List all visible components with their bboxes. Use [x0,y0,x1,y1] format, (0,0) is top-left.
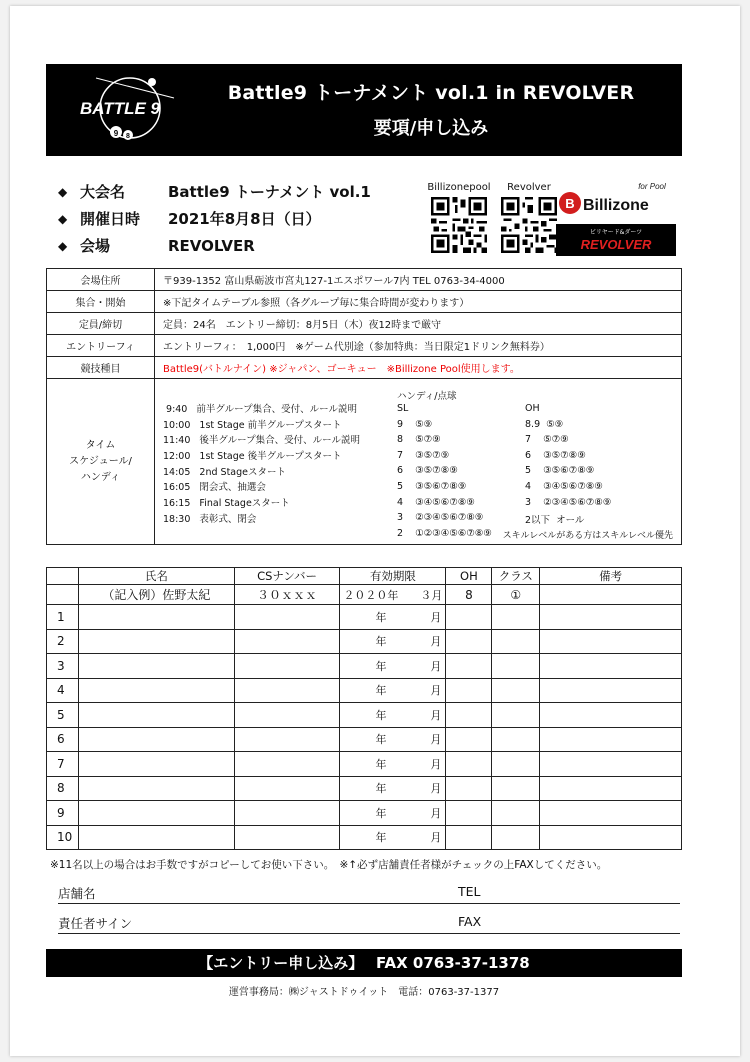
oh-row: 8.9 ⑤⑨ [525,418,564,430]
oh-cell[interactable] [446,752,492,777]
sl-row: 3 ②③④⑤⑥⑦⑧⑨ [397,512,484,524]
header-title: Battle9 トーナメント vol.1 in REVOLVER [227,82,635,104]
entry-row [47,605,682,630]
revolver-logo [556,224,676,256]
class-cell[interactable] [492,825,540,850]
info-label: 会場 [80,237,111,255]
entry-row-number: 1 [47,605,79,630]
oh-cell[interactable] [446,727,492,752]
qr-label: Revolver [507,182,551,193]
diamond-icon: ◆ [58,184,68,199]
info-row [58,205,418,232]
remarks-cell[interactable] [540,703,682,728]
entry-row [47,825,682,850]
oh-cell[interactable] [446,825,492,850]
cs-number-cell[interactable] [234,776,340,801]
name-cell[interactable] [78,678,234,703]
expiry-cell[interactable]: 年 月 [340,654,446,679]
oh-cell[interactable] [446,629,492,654]
entry-row [47,629,682,654]
svg-text:Billizone: Billizone [583,197,649,214]
qr-billizonepool[interactable] [420,182,498,253]
svg-text:ビリヤード&ダーツ: ビリヤード&ダーツ [589,229,643,236]
schedule-label [47,379,155,545]
battle9-logo [56,70,186,150]
svg-text:8: 8 [126,133,130,140]
cs-number-cell[interactable] [234,629,340,654]
expiry-cell[interactable]: 年 月 [340,801,446,826]
detail-label: 集合・開始 [47,291,155,313]
oh-row: 4 ③④⑤⑥⑦⑧⑨ [525,480,603,492]
store-sign-line[interactable] [58,874,680,904]
header-subtitle: 要項/申し込み [373,118,489,139]
entry-row [47,654,682,679]
example-name: （記入例）佐野太紀 [78,585,234,605]
oh-row: 6 ③⑤⑦⑧⑨ [525,449,586,461]
example-num [47,585,79,605]
time-schedule [163,401,360,527]
name-cell[interactable] [78,727,234,752]
detail-label: 会場住所 [47,269,155,291]
entry-header-row [47,568,682,585]
class-cell[interactable] [492,703,540,728]
cs-number-cell[interactable] [234,825,340,850]
diamond-icon: ◆ [58,238,68,253]
entry-row-number: 3 [47,654,79,679]
detail-label: エントリーフィ [47,335,155,357]
example-class: ① [492,585,540,605]
billizone-logo [556,180,676,218]
name-cell[interactable] [78,825,234,850]
sl-column [397,403,525,543]
remarks-cell[interactable] [540,629,682,654]
expiry-cell[interactable]: 年 月 [340,629,446,654]
handicap-title: ハンディ/点球 [397,391,457,402]
sl-header: SL [397,403,409,414]
oh-header: OH [525,403,540,414]
remarks-cell[interactable] [540,776,682,801]
name-cell[interactable] [78,703,234,728]
sl-row: 8 ⑤⑦⑨ [397,434,441,446]
oh-row: 2以下 オール [525,515,585,527]
sl-row: 5 ③⑤⑥⑦⑧⑨ [397,480,467,492]
detail-label: 定員/締切 [47,313,155,335]
entry-row-number: 5 [47,703,79,728]
entry-row-number: 4 [47,678,79,703]
remarks-cell[interactable] [540,654,682,679]
class-cell[interactable] [492,678,540,703]
event-info [58,178,418,259]
schedule-item: 16:05 閉会式、抽選会 [163,482,266,494]
class-cell[interactable] [492,752,540,777]
svg-text:9: 9 [113,129,119,138]
remarks-cell[interactable] [540,752,682,777]
entry-row [47,678,682,703]
remarks-cell[interactable] [540,825,682,850]
schedule-label-line: スケジュール/ [69,455,132,467]
cs-number-cell[interactable] [234,801,340,826]
qr-code-icon [501,197,557,253]
diamond-icon: ◆ [58,211,68,226]
entry-row [47,776,682,801]
sl-row: 4 ③④⑤⑥⑦⑧⑨ [397,496,475,508]
remarks-cell[interactable] [540,801,682,826]
schedule-item: 14:05 2nd Stageスタート [163,466,287,478]
header-cs-number: CSナンバー [234,568,340,585]
remarks-cell[interactable] [540,678,682,703]
oh-row: 5 ③⑤⑥⑦⑧⑨ [525,465,595,477]
name-cell[interactable] [78,752,234,777]
entry-row [47,703,682,728]
detail-value: ※下記タイムテーブル参照（各グループ毎に集合時間が変わります） [155,291,682,313]
oh-cell[interactable] [446,776,492,801]
oh-cell[interactable] [446,801,492,826]
schedule-cell [155,379,682,545]
fax-label: FAX [458,914,482,929]
info-value: 2021年8月8日（日） [168,210,321,228]
detail-value: 〒939-1352 富山県砺波市宮丸127-1エスポワール7内 TEL 0763-34-4000 [155,269,682,291]
qr-label: Billizonepool [427,182,491,193]
entry-row-number: 6 [47,727,79,752]
oh-cell[interactable] [446,678,492,703]
name-cell[interactable] [78,801,234,826]
header-name: 氏名 [78,568,234,585]
class-cell[interactable] [492,654,540,679]
cs-number-cell[interactable] [234,752,340,777]
schedule-item: 9:40 前半グループ集合、受付、ルール説明 [163,404,357,415]
entry-row-number: 7 [47,752,79,777]
schedule-item: 16:15 Final Stageスタート [163,498,290,510]
entry-row [47,801,682,826]
expiry-cell[interactable]: 年 月 [340,703,446,728]
expiry-cell[interactable]: 年 月 [340,776,446,801]
oh-cell[interactable] [446,703,492,728]
svg-text:REVOLVER: REVOLVER [580,237,652,252]
oh-row: 7 ⑤⑦⑨ [525,434,569,446]
detail-value: Battle9(バトルナイン) ※ジャパン、ゴーキュー ※Billizone Pool使用します。 [155,357,682,379]
schedule-item: 11:40 後半グループ集合、受付、ルール説明 [163,435,360,447]
store-name-label: 店舗名 [58,886,96,901]
details-table [46,268,682,545]
expiry-cell[interactable]: 年 月 [340,605,446,630]
info-value: Battle9 トーナメント vol.1 [168,183,371,201]
handicap-table [397,388,669,543]
detail-value: エントリーフィ： 1,000円 ※ゲーム代別途（参加特典：当日限定1ドリンク無料券） [155,335,682,357]
schedule-label-line: ハンディ [80,471,121,483]
schedule-item: 12:00 1st Stage 後半グループスタート [163,451,342,463]
schedule-label-line: タイム [85,439,116,451]
entry-row-number: 10 [47,825,79,850]
oh-cell[interactable] [446,605,492,630]
info-value: REVOLVER [168,236,255,255]
expiry-cell[interactable]: 年 月 [340,825,446,850]
example-row [47,585,682,605]
info-label: 開催日時 [80,210,141,228]
oh-cell[interactable] [446,654,492,679]
expiry-cell[interactable]: 年 月 [340,752,446,777]
example-cs: ３０ｘｘｘ [234,585,340,605]
cs-number-cell[interactable] [234,654,340,679]
info-row [58,232,418,259]
detail-value: 定員：24名 エントリー締切：8月5日（木）夜12時まで厳守 [155,313,682,335]
entry-row [47,752,682,777]
name-cell[interactable] [78,629,234,654]
example-expiry: ２０２０年 ３月 [340,585,446,605]
oh-row: 3 ②③④⑤⑥⑦⑧⑨ [525,496,612,508]
info-label: 大会名 [80,183,126,201]
manager-sign-label: 責任者サイン [58,916,133,931]
header-expiry: 有効期限 [340,568,446,585]
sl-row: 6 ③⑤⑦⑧⑨ [397,465,458,477]
oh-column [525,403,653,543]
cs-number-cell[interactable] [234,678,340,703]
class-cell[interactable] [492,801,540,826]
entry-row [47,727,682,752]
svg-text:B: B [565,196,575,211]
entry-fax-bar: 【エントリー申し込み】 FAX 0763-37-1378 [46,949,682,977]
cs-number-cell[interactable] [234,703,340,728]
schedule-item: 18:30 表彰式、閉会 [163,513,257,525]
example-oh: 8 [446,585,492,605]
name-cell[interactable] [78,776,234,801]
name-cell[interactable] [78,605,234,630]
example-remarks [540,585,682,605]
name-cell[interactable] [78,654,234,679]
office-info: 運営事務局：㈱ジャストドゥイット 電話：0763-37-1377 [228,987,500,998]
sl-row: 2 ①②③④⑤⑥⑦⑧⑨ [397,527,492,539]
entry-row-number: 2 [47,629,79,654]
remarks-cell[interactable] [540,605,682,630]
entry-row-number: 9 [47,801,79,826]
entry-row-number: 8 [47,776,79,801]
header-cell-num [47,568,79,585]
class-cell[interactable] [492,776,540,801]
copy-note: ※11名以上の場合はお手数ですがコピーしてお使い下さい。 ※↑必ず店舗責任者様がチェックの上FAXしてください。 [50,859,608,871]
svg-text:for Pool: for Pool [638,182,666,191]
header-oh: OH [446,568,492,585]
manager-sign-line[interactable] [58,904,680,934]
svg-text:BATTLE 9: BATTLE 9 [80,99,160,118]
header-banner [46,64,682,156]
expiry-cell[interactable]: 年 月 [340,678,446,703]
header-class: クラス [492,568,540,585]
class-cell[interactable] [492,629,540,654]
entry-table [46,567,682,850]
header-remarks: 備考 [540,568,682,585]
expiry-cell[interactable]: 年 月 [340,727,446,752]
class-cell[interactable] [492,727,540,752]
cs-number-cell[interactable] [234,727,340,752]
info-row [58,178,418,205]
class-cell[interactable] [492,605,540,630]
detail-label: 競技種目 [47,357,155,379]
cs-number-cell[interactable] [234,605,340,630]
skill-note: スキルレベルがある方はスキルレベル優先 [502,531,673,541]
qr-code-icon [431,197,487,253]
tel-label: TEL [458,884,481,899]
sl-row: 9 ⑤⑨ [397,418,433,430]
schedule-item: 10:00 1st Stage 前半グループスタート [163,419,342,431]
sl-row: 7 ③⑤⑦⑨ [397,449,450,461]
remarks-cell[interactable] [540,727,682,752]
